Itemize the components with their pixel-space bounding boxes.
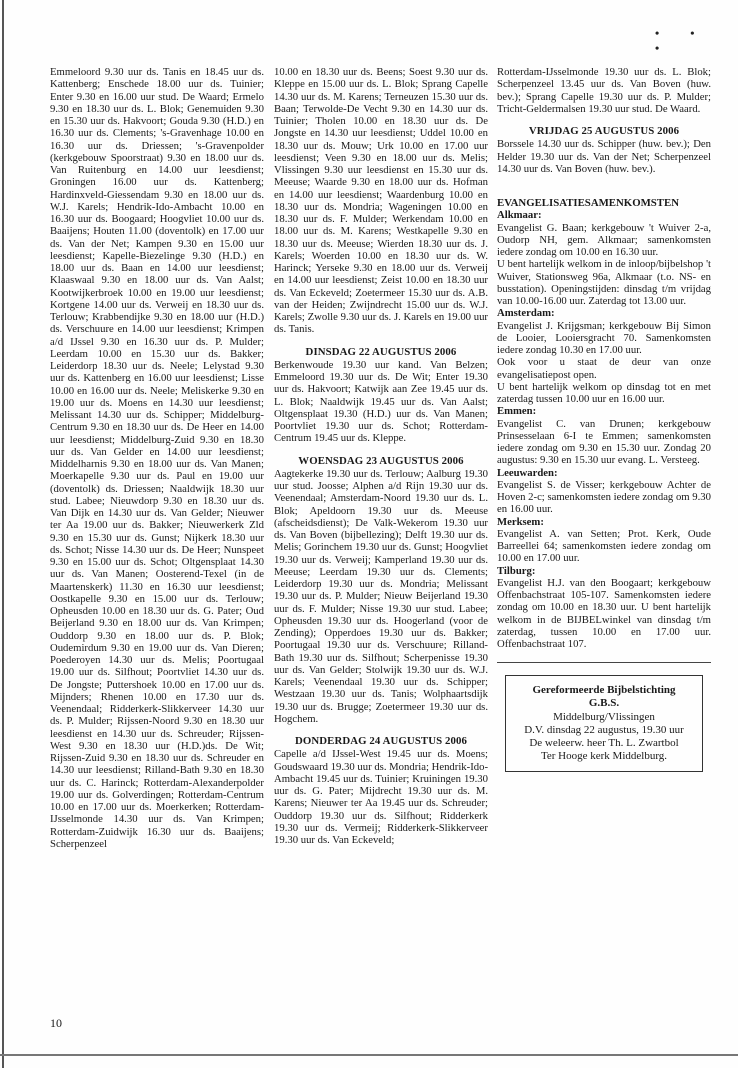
gbs-location: Middelburg/Vlissingen [553, 710, 655, 723]
thursday-services: Capelle a/d IJssel-West 19.45 uur ds. Moens; Goudswaard 19.30 uur ds. Mondria; Hendrik-Ido-Ambacht 19.45 uur ds. Tuinier; Kruiningen 19.30 uur ds. G. Pater; Mijdrecht 19.30 uur ds. M. Karens; Nieuwer ter Aa 19.45 uur ds. Schreuder; Ouddorp 19.30 uur ds. Silfhout; Ridderkerk 19.30 uur ds. Vermeij; Ridderkerk-Slikkerveer 19.30 uur ds. Van Eckeveld; [274, 748, 489, 846]
sunday-services-continued: Emmeloord 9.30 uur ds. Tanis en 18.45 uur ds. Kattenberg; Enschede 18.00 uur ds. Tuinier; Enter 9.30 en 16.00 uur stud. De Waard; Ermelo 9.30 en 18.30 uur ds. L. Blok; Genemuiden 9.30 en 15.30 uur ds. Hakvoort; Gouda 9.30 (H.D.) en 16.30 uur ds. Clements; 's-Gravenhage 10.00 en 16.30 uur ds. Driessen; 's-Gravenpolder (kerkgebouw Spoorstraat) 9.30 en 18.00 uur ds. Van Ruitenburg en 14.00 uur leesdienst; Groningen 16.00 uur ds. Kattenberg; Hardinxveld-Giessendam 9.30 en 18.00 uur ds. W.J. Karels; Hendrik-Ido-Ambacht 10.00 en 16.30 uur ds. Boogaard; Hoogvliet 10.00 uur ds. Baaijens; Houten 11.00 (doventolk) en 17.00 uur ds. Van der Net; Kampen 9.30 en 15.00 uur leesdienst; Kapelle-Biezelinge 9.30 (H.D.) en 18.00 uur ds. Baan en 14.00 uur leesdienst; Klaaswaal 9.30 en 18.00 uur ds. Van Aalst; Kootwijkerbroek 10.00 en 19.00 uur leesdienst; Kortgene 14.00 uur ds. Verweij en 18.30 uur ds. Terlouw; Krabbendijke 9.30 en 18.00 uur (H.D.) ds. Verschuure en 14.00 uur leesdienst; Krimpen a/d IJssel 9.30 en 16.30 uur ds. P. Mulder; Leerdam 10.00 en 15.30 uur ds. Bakker; Leiderdorp 18.30 uur ds. Neele; Lelystad 9.30 uur ds. Kattenberg en 16.00 uur leesdienst; Lisse 10.00 en 16.00 uur ds. Neele; Meliskerke 9.30 en 19.00 uur ds. Moens en 14.30 uur leesdienst; Melissant 14.30 uur ds. Schipper; Middelburg-Centrum 9.30 en 18.30 uur ds. De Heer en 14.00 uur leesdienst; Middelburg-Zuid 9.30 en 18.30 uur ds. Van Gelder en 14.00 uur leesdienst; Middelharnis 9.30 en 18.00 uur ds. Van Manen; Moerkapelle 9.30 uur ds. Paul en 19.00 uur (doventolk) ds. Driessen; Naaldwijk 18.30 uur stud. Labee; Nieuwdorp 9.30 en 18.30 uur ds. Van Dijk en 14.30 uur ds. Van Gelder; Nieuwer ter Aa 19.00 uur ds. Bakker; Nieuwerkerk Zld 9.30 en 15.30 uur ds. Gunst; Nijkerk 18.30 uur ds. Schot; Nisse 14.30 uur ds. De Heer; Nunspeet 9.30 en 15.00 uur ds. Schot; Oltgensplaat 14.30 uur ds. Van Manen; Oosterend-Texel (in de Maartenskerk) 11.30 en 16.30 uur leesdienst; Oostkapelle 9.30 en 15.00 uur ds. Terlouw; Opheusden 10.00 en 18.30 uur ds. G. Pater; Oud Beijerland 9.30 en 18.00 uur ds. Van Krimpen; Ouddorp 9.30 en 18.00 uur ds. P. Blok; Oudemirdum 9.30 en 19.00 uur ds. Van Dieren; Poederoyen 14.30 uur ds. Melis; Poortugaal 19.00 uur ds. Silfhout; Poortvliet 14.30 uur ds. De Jongste; Puttershoek 10.00 en 17.00 uur ds. Mijnders; Rhenen 10.00 en 17.30 uur ds. Veenendaal; Ridderkerk-Slikkerveer 14.30 uur ds. P. Mulder; Rijssen-Noord 9.30 en 18.30 uur leesdienst en 14.30 uur ds. Schreuder; Rijssen-West 9.30 en 18.30 uur (H.D.)ds. De Wit; Rijssen-Zuid 9.30 en 18.30 uur ds. Schreuder en 14.30 uur leesdienst; Rilland-Bath 9.30 en 18.30 uur ds. C. Harinck; Rotterdam-Alexanderpolder 19.00 uur ds. Golverdingen; Rotterdam-Centrum 10.00 en 17.00 uur ds. Moerkerken; Rotterdam-IJsselmonde 14.30 uur ds. Van Krimpen; Rotterdam-Zuidwijk 16.30 uur ds. Baaijens; Scherpenzeel [50, 66, 264, 850]
column-2 [274, 66, 488, 846]
amsterdam-title: Amsterdam: [497, 307, 555, 320]
section-divider [497, 662, 711, 663]
amsterdam-text-2: Ook voor u staat de deur van onze evangelisatiepost open. [497, 356, 711, 381]
scan-edge-left [2, 0, 4, 1068]
heading-friday: VRIJDAG 25 AUGUSTUS 2006 [528, 125, 680, 137]
gbs-speaker: De weleerw. heer Th. L. Zwartbol [529, 737, 679, 750]
corner-marks: • • • [655, 26, 709, 55]
gbs-title: Gereformeerde Bijbelstichting [532, 684, 676, 697]
wednesday-services: Aagtekerke 19.30 uur ds. Terlouw; Aalburg 19.30 uur stud. Joosse; Alphen a/d Rijn 19.30 uur ds. Veenendaal; Amsterdam-Noord 19.30 uur ds. L. Blok; Apeldoorn 19.30 uur ds. Meeuse (afscheidsdienst); De Valk-Wekerom 19.30 uur ds. Van Boven (bijbellezing); Delft 19.30 uur ds. Melis; Gorinchem 19.30 uur ds. Gunst; Hoogvliet 19.30 uur ds. Verweij; Kamperland 19.30 uur ds. Meeuse; Leerdam 19.30 uur ds. Clements; Leiderdorp 19.30 uur ds. Mondria; Melissant 19.30 uur ds. P. Mulder; Nieuw Beijerland 19.30 uur ds. F. Mulder; Nisse 19.30 uur stud. Labee; Opheusden 19.30 uur ds. Hoogerland (voor de Zending); Opperdoes 19.30 uur ds. Bakker; Poortugaal 19.30 uur ds. Verschuure; Rilland-Bath 19.30 uur ds. Silfhout; Scherpenisse 19.30 uur ds. Van Gelder; Stolwijk 19.30 uur ds. W.J. Karels; Veenendaal 19.30 uur ds. Schipper; Westzaan 19.30 uur ds. Tanis; Wolphaartsdijk 19.30 uur ds. Brugge; Zoetermeer 19.30 uur ds. Hogchem. [274, 467, 488, 725]
tuesday-services: Berkenwoude 19.30 uur kand. Van Belzen; Emmeloord 19.30 uur ds. De Wit; Enter 19.30 uur ds. Hakvoort; Katwijk aan Zee 19.45 uur ds. L. Blok; Naaldwijk 19.45 uur ds. Van Aalst; Oltgensplaat 19.30 (H.D.) uur ds. Van Manen; Poortvliet 19.30 uur ds. Schot; Rotterdam-Centrum 19.45 uur ds. Kleppe. [274, 358, 488, 445]
amsterdam-text: Evangelist J. Krijgsman; kerkgebouw Bij Simon de Looier, Looiersgracht 70. Samenkomsten iedere zondag 10.30 en 17.00 uur. [497, 319, 711, 356]
column-3 [497, 66, 711, 772]
gbs-venue: Ter Hooge kerk Middelburg. [540, 750, 668, 763]
column-1 [50, 66, 264, 850]
merksem-title: Merksem: [497, 515, 544, 528]
heading-tuesday: DINSDAG 22 AUGUSTUS 2006 [305, 345, 457, 358]
gbs-abbrev: G.B.S. [588, 697, 620, 710]
alkmaar-text-2: U bent hartelijk welkom in de inloop/bijbelshop 't Wuiver, Stationsweg 96a, Alkmaar (t.o. NS- en busstation). Openingstijden: dinsdag t/m vrijdag van 10.00-16.00 uur. Zaterdag tot 13.00 uur. [497, 258, 711, 307]
leeuwarden-text: Evangelist S. de Visser; kerkgebouw Achter de Hoven 2-c; samenkomsten iedere zondag om 9.30 en 16.00 uur. [497, 478, 711, 516]
gbs-date: D.V. dinsdag 22 augustus, 19.30 uur [524, 723, 684, 736]
leeuwarden-title: Leeuwarden: [497, 466, 558, 479]
scan-edge-bottom [0, 1054, 738, 1056]
merksem-text: Evangelist A. van Setten; Prot. Kerk, Oude Barreellei 64; samenkomsten iedere zondag om 10.00 en 17.00 uur. [497, 527, 711, 565]
sunday-services-end: 10.00 en 18.30 uur ds. Beens; Soest 9.30 uur ds. Kleppe en 15.00 uur ds. L. Blok; Sprang Capelle 14.30 uur ds. M. Karens; Terneuzen 15.30 uur ds. Baan; Terwolde-De Vecht 9.30 en 14.30 uur ds. Tuinier; Tholen 10.00 en 18.30 uur ds. De Jongste en 14.30 uur leesdienst; Uddel 10.00 en 18.30 uur ds. Mouw; Urk 10.00 en 17.00 uur leesdienst; Veen 9.30 en 18.00 uur ds. Melis; Vlissingen 9.30 uur leesdienst en 15.30 uur ds. Meeuse; Waarde 9.30 en 18.00 uur ds. Hofman en 14.00 uur leesdienst; Waardenburg 10.00 en 18.30 uur ds. Mondria; Wageningen 10.00 en 18.30 uur ds. F. Mulder; Werkendam 10.00 en 18.00 uur ds. M. Karens; Westkapelle 9.30 en 18.30 uur ds. Meeuse; Wierden 18.30 uur ds. J. Karels; Woerden 10.00 en 18.30 uur ds. W. Harinck; Yerseke 9.30 en 18.00 uur ds. Verweij en 14.00 uur leesdienst; Zeist 10.00 en 18.30 uur ds. Van Eckeveld; Zoetermeer 15.30 uur ds. A.B. van der Heiden; Zwijndrecht 15.00 uur ds. W.J. Karels; Zwolle 9.30 uur ds. J. Karels en 19.00 uur ds. Tanis. [274, 66, 488, 336]
heading-wednesday: WOENSDAG 23 AUGUSTUS 2006 [298, 454, 464, 467]
gbs-announcement-box [505, 675, 703, 772]
friday-services: Borssele 14.30 uur ds. Schipper (huw. bev.); Den Helder 19.30 uur ds. Van der Net; Scherpenzeel 14.30 uur ds. Van Boven (huw. bev.). [497, 138, 711, 175]
heading-evangelisation: EVANGELISATIESAMENKOMSTEN [497, 197, 679, 209]
page-number: 10 [50, 1016, 62, 1030]
heading-thursday: DONDERDAG 24 AUGUSTUS 2006 [294, 735, 468, 747]
tilburg-title: Tilburg: [497, 564, 536, 577]
emmen-title: Emmen: [497, 405, 537, 418]
thursday-services-end: Rotterdam-IJsselmonde 19.30 uur ds. L. Blok; Scherpenzeel 13.45 uur ds. Van Boven (huw. bev.); Sprang Capelle 19.30 uur ds. P. Mulder; Tricht-Geldermalsen 19.30 uur stud. De Waard. [497, 66, 711, 115]
alkmaar-text: Evangelist G. Baan; kerkgebouw 't Wuiver 2-a, Oudorp NH, gem. Alkmaar; samenkomsten iedere zondag om 10.00 en 16.30 uur. [497, 221, 711, 258]
emmen-text: Evangelist C. van Drunen; kerkgebouw Prinsesselaan 6-I te Emmen; samenkomsten iedere zondag om 9.30 en 15.30 uur. Zondag 20 augustus: 9.30 en 15.30 uur evang. L. Versteeg. [497, 417, 711, 467]
tilburg-text: Evangelist H.J. van den Boogaart; kerkgebouw Offenbachstraat 105-107. Samenkomsten iedere zondag om 10.00 en 18.30 uur. U bent hartelijk welkom in de BIJBELwinkel van dinsdag t/m zaterdag, tussen 10.00 en 17.00 uur. Offenbachstraat 107. [497, 576, 711, 650]
alkmaar-title: Alkmaar: [497, 209, 542, 222]
amsterdam-text-3: U bent hartelijk welkom op dinsdag tot en met zaterdag tussen 10.00 uur en 16.00 uur. [497, 380, 711, 405]
